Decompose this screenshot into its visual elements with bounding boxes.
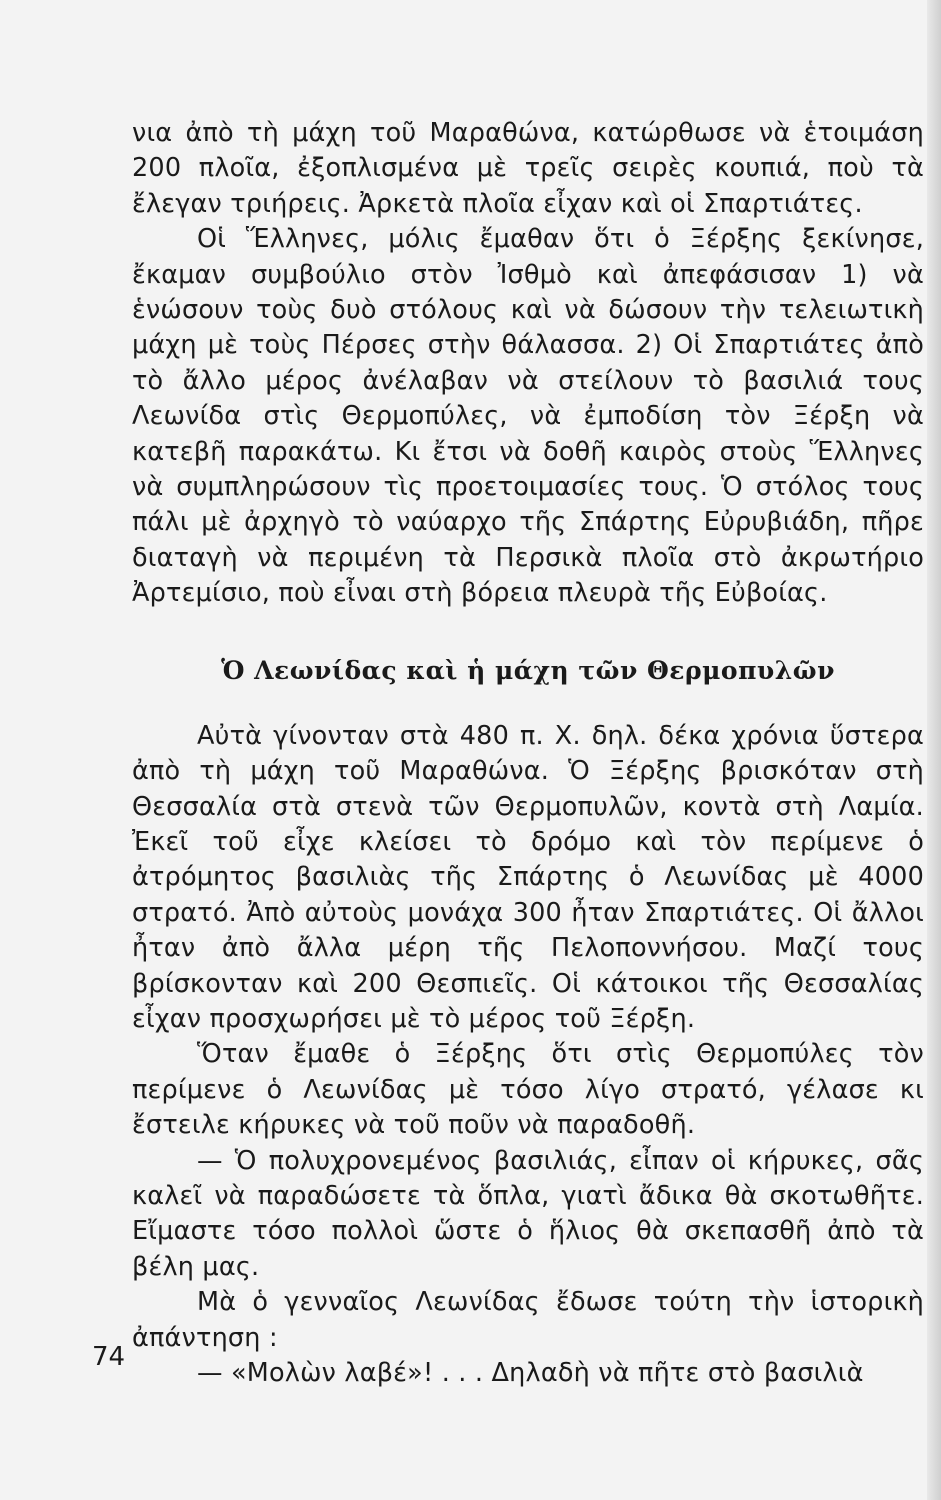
paragraph-1: νια ἀπὸ τὴ μάχη τοῦ Μαραθώνα, κατώρθωσε νὰ ἑτοιμάση 200 πλοῖα, ἐξοπλισμένα μὲ τρεῖς σειρὲς κουπιά, ποὺ τὰ ἔλεγαν τριήρεις. Ἀρκετὰ πλοῖα εἶχαν καὶ οἱ Σπαρτιάτες. bbox=[132, 118, 924, 219]
paragraph-3: Αὐτὰ γίνονταν στὰ 480 π. Χ. δηλ. δέκα χρόνια ὕστερα ἀπὸ τὴ μάχη τοῦ Μαραθώνα. Ὁ Ξέρξης βρισκόταν στὴ Θεσσαλία στὰ στενὰ τῶν Θερμοπυλῶν, κοντὰ στὴ Λαμία. Ἐκεῖ τοῦ εἶχε κλείσει τὸ δρόμο καὶ τὸν περίμενε ὁ ἀτρόμητος βασιλιὰς τῆς Σπάρτης ὁ Λεωνίδας μὲ 4000 στρατό. Ἀπὸ αὐτοὺς μονάχα 300 ἦταν Σπαρτιάτες. Οἱ ἄλλοι ἦταν ἀπὸ ἄλλα μέρη τῆς Πελοποννήσου. Μαζί τους βρίσκονταν καὶ 200 Θεσπιεῖς. Οἱ κάτοικοι τῆς Θεσσαλίας εἶχαν προσχωρήσει μὲ τὸ μέρος τοῦ Ξέρξη. bbox=[132, 720, 924, 1034]
page-number: 74 bbox=[92, 1342, 126, 1372]
paragraph-5: — Ὁ πολυχρονεμένος βασιλιάς, εἶπαν οἱ κήρυκες, σᾶς καλεῖ νὰ παραδώσετε τὰ ὅπλα, γιατὶ ἄδικα θὰ σκοτωθῆτε. Εἴμαστε τόσο πολλοὶ ὥστε ὁ ἥλιος θὰ σκεπασθῆ ἀπὸ τὰ βέλη μας. bbox=[132, 1145, 924, 1282]
section-heading: Ὁ Λεωνίδας καὶ ἡ μάχη τῶν Θερμοπυλῶν bbox=[221, 655, 835, 685]
page-edge bbox=[927, 0, 941, 1500]
paragraph-6: Μὰ ὁ γενναῖος Λεωνίδας ἔδωσε τούτη τὴν ἱστορικὴ ἀπάντηση : bbox=[132, 1287, 924, 1353]
paragraph-7: — «Μολὼν λαβέ»! . . . Δηλαδὴ νὰ πῆτε στὸ βασιλιὰ bbox=[197, 1358, 864, 1388]
text-block bbox=[132, 116, 924, 1391]
paragraph-2: Οἱ Ἕλληνες, μόλις ἔμαθαν ὅτι ὁ Ξέρξης ξεκίνησε, ἔκαμαν συμβούλιο στὸν Ἰσθμὸ καὶ ἀπεφάσισαν 1) νὰ ἑνώσουν τοὺς δυὸ στόλους καὶ νὰ δώσουν τὴν τελειωτικὴ μάχη μὲ τοὺς Πέρσες στὴν θάλασσα. 2) Οἱ Σπαρτιάτες ἀπὸ τὸ ἄλλο μέρος ἀνέλαβαν νὰ στείλουν τὸ βασιλιά τους Λεωνίδα στὶς Θερμοπύλες, νὰ ἐμποδίση τὸν Ξέρξη νὰ κατεβῆ παρακάτω. Κι ἔτσι νὰ δοθῆ καιρὸς στοὺς Ἕλληνες νὰ συμπληρώσουν τὶς προετοιμασίες τους. Ὁ στόλος τους πάλι μὲ ἀρχηγὸ τὸ ναύαρχο τῆς Σπάρτης Εὐρυβιάδη, πῆρε διαταγὴ νὰ περιμένη τὰ Περσικὰ πλοῖα στὸ ἀκρωτήριο Ἀρτεμίσιο, ποὺ εἶναι στὴ βόρεια πλευρὰ τῆς Εὐβοίας. bbox=[132, 224, 924, 609]
paragraph-4: Ὅταν ἔμαθε ὁ Ξέρξης ὅτι στὶς Θερμοπύλες τὸν περίμενε ὁ Λεωνίδας μὲ τόσο λίγο στρατό, γέλασε κι ἔστειλε κήρυκες νὰ τοῦ ποῦν νὰ παραδοθῆ. bbox=[132, 1039, 924, 1141]
